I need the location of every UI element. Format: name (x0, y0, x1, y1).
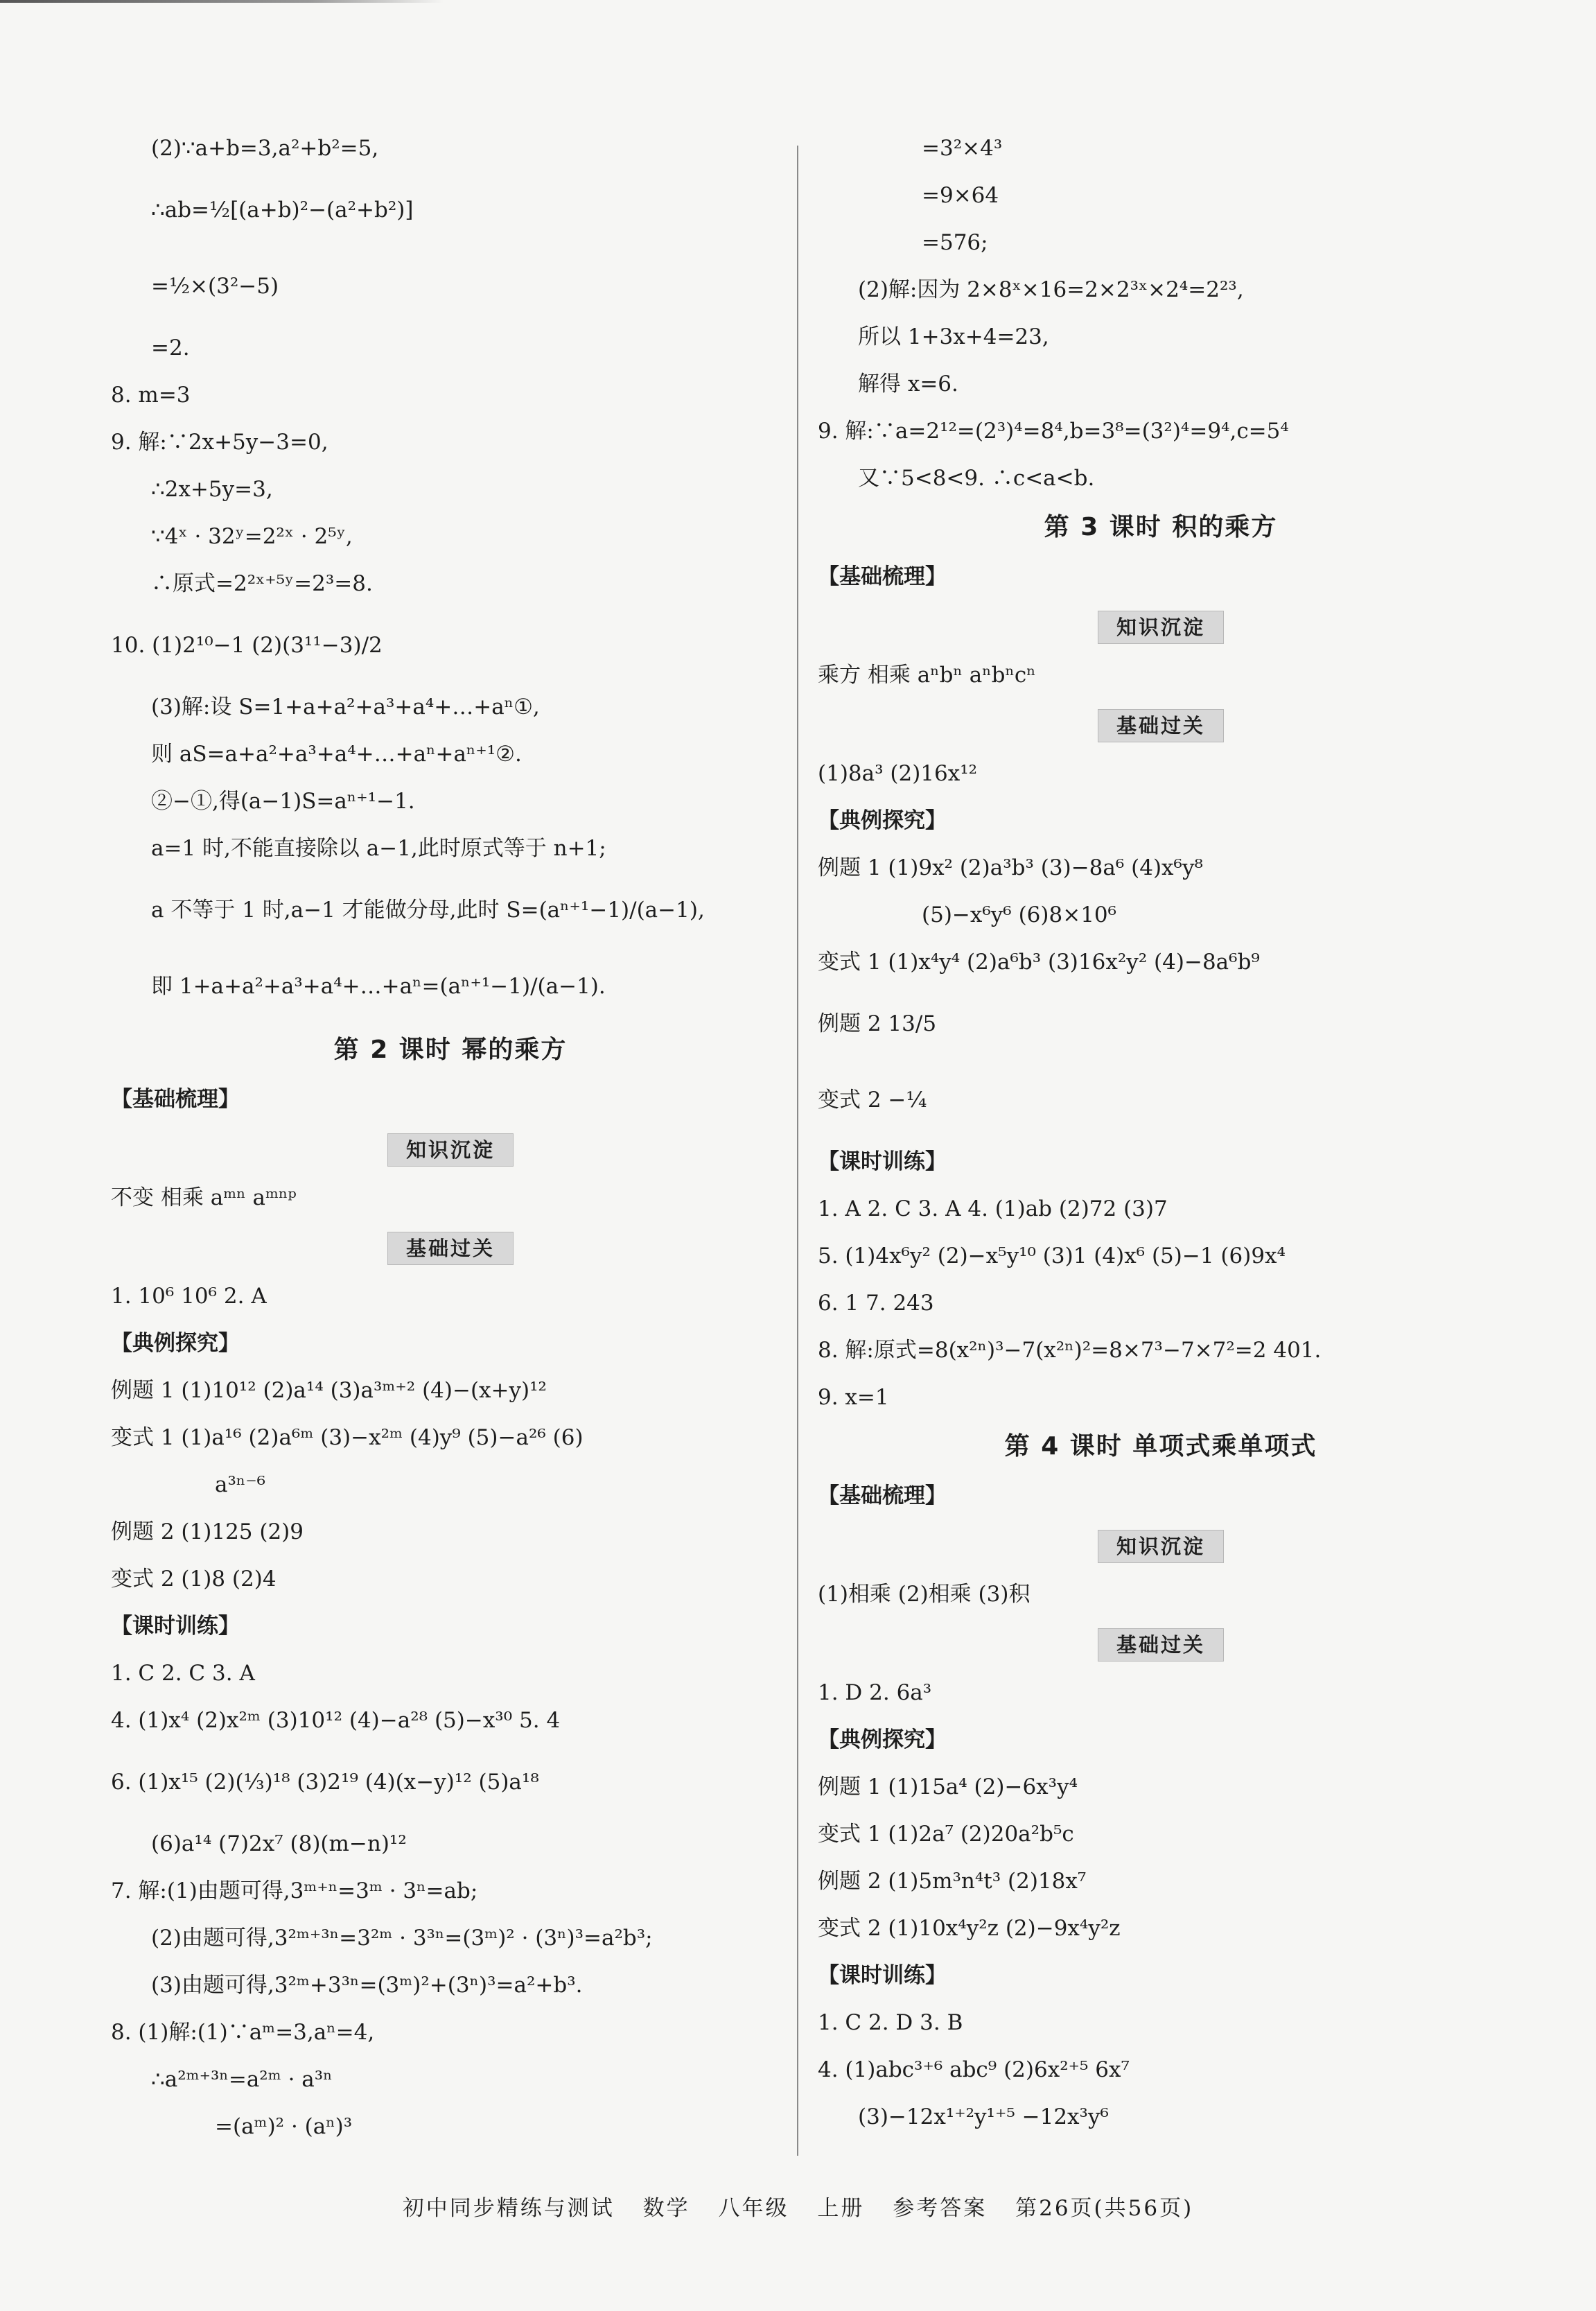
answer-line: (3)−12x¹⁺²y¹⁺⁵ −12x³y⁶ (858, 2104, 1109, 2129)
answer-line: (6)a¹⁴ (7)2x⁷ (8)(m−n)¹² (151, 1831, 407, 1856)
answer-line: (2)由题可得,3²ᵐ⁺³ⁿ=3²ᵐ · 3³ⁿ=(3ᵐ)² · (3ⁿ)³=a²b³; (151, 1926, 653, 1951)
subsection-badge: 基础过关 (387, 1232, 514, 1265)
subsection-badge-row (818, 600, 1504, 652)
right-column (818, 125, 1504, 2140)
answer-line: ∴a²ᵐ⁺³ⁿ=a²ᵐ · a³ⁿ (151, 2067, 333, 2092)
subsection-badge-row (111, 1123, 790, 1174)
subsection-badge: 基础过关 (1098, 1628, 1224, 1662)
answer-line: 7. 解:(1)由题可得,3ᵐ⁺ⁿ=3ᵐ · 3ⁿ=ab; (111, 1878, 478, 1903)
section-label: 【课时训练】 (818, 1963, 947, 1988)
answer-line: 变式 1 (1)x⁴y⁴ (2)a⁶b³ (3)16x²y² (4)−8a⁶b⁹ (818, 950, 1260, 975)
answer-line: 4. (1)x⁴ (2)x²ᵐ (3)10¹² (4)−a²⁸ (5)−x³⁰ 5. 4 (111, 1708, 561, 1733)
answer-line: 乘方 相乘 aⁿbⁿ aⁿbⁿcⁿ (818, 663, 1036, 688)
answer-line: 4. (1)abc³⁺⁶ abc⁹ (2)6x²⁺⁵ 6x⁷ (818, 2057, 1130, 2082)
answer-line: 5. (1)4x⁶y² (2)−x⁵y¹⁰ (3)1 (4)x⁶ (5)−1 (6)9x⁴ (818, 1244, 1286, 1268)
page-footer (0, 2190, 1596, 2222)
section-label: 【基础梳理】 (818, 1483, 947, 1508)
answer-line: 9. 解:∵a=2¹²=(2³)⁴=8⁴,b=3⁸=(3²)⁴=9⁴,c=5⁴ (818, 419, 1289, 444)
answer-line: (3)解:设 S=1+a+a²+a³+a⁴+…+aⁿ①, (151, 695, 540, 720)
answer-line: ∴2x+5y=3, (151, 477, 273, 502)
answer-line: 又∵5<8<9. ∴c<a<b. (858, 466, 1095, 491)
answer-line: 1. D 2. 6a³ (818, 1680, 932, 1705)
answer-line: 例题 2 (1)125 (2)9 (111, 1519, 304, 1544)
section-label: 【基础梳理】 (818, 564, 947, 589)
answer-line: 则 aS=a+a²+a³+a⁴+…+aⁿ+aⁿ⁺¹②. (151, 742, 522, 767)
answer-line: (1)相乘 (2)相乘 (3)积 (818, 1582, 1031, 1607)
subsection-badge: 知识沉淀 (1098, 611, 1224, 644)
answer-line: 变式 2 (1)10x⁴y²z (2)−9x⁴y²z (818, 1916, 1121, 1941)
lesson-heading: 第 4 课时 单项式乘单项式 (1004, 1432, 1317, 1460)
footer-page-number: 第26页(共56页) (1015, 2196, 1194, 2221)
answer-line: 1. A 2. C 3. A 4. (1)ab (2)72 (3)7 (818, 1196, 1168, 1221)
answer-line: 8. 解:原式=8(x²ⁿ)³−7(x²ⁿ)²=8×7³−7×7²=2 401. (818, 1338, 1322, 1363)
answer-line: (2)∵a+b=3,a²+b²=5, (151, 136, 379, 161)
answer-line: 变式 1 (1)a¹⁶ (2)a⁶ᵐ (3)−x²ᵐ (4)y⁹ (5)−a²⁶ (6) (111, 1425, 584, 1450)
answer-line: =3²×4³ (922, 136, 1003, 161)
answer-line: 8. m=3 (111, 383, 191, 408)
column-divider (797, 146, 798, 2156)
section-label: 【课时训练】 (111, 1614, 240, 1639)
subsection-badge-row (111, 1221, 790, 1273)
footer-book-title: 初中同步精练与测试 (402, 2196, 615, 2221)
answer-line: 1. C 2. D 3. B (818, 2010, 963, 2035)
answer-line: (5)−x⁶y⁶ (6)8×10⁶ (922, 902, 1117, 927)
section-label: 【典例探究】 (818, 808, 947, 833)
answer-line: a³ⁿ⁻⁶ (215, 1472, 266, 1497)
answer-line: ∴原式=2²ˣ⁺⁵ʸ=2³=8. (151, 571, 373, 596)
section-label: 【典例探究】 (818, 1727, 947, 1752)
answer-line: ∵4ˣ · 32ʸ=2²ˣ · 2⁵ʸ, (151, 524, 353, 549)
answer-line: a 不等于 1 时,a−1 才能做分母,此时 S=(aⁿ⁺¹−1)/(a−1), (151, 898, 705, 923)
answer-line: ∴ab=½[(a+b)²−(a²+b²)] (151, 198, 414, 223)
answer-line: 例题 2 (1)5m³n⁴t³ (2)18x⁷ (818, 1869, 1087, 1894)
answer-line: ②−①,得(a−1)S=aⁿ⁺¹−1. (151, 789, 415, 814)
answer-line: 例题 1 (1)15a⁴ (2)−6x³y⁴ (818, 1774, 1078, 1799)
answer-line: 9. 解:∵2x+5y−3=0, (111, 430, 328, 455)
subsection-badge-row (818, 699, 1504, 750)
lesson-heading: 第 3 课时 积的乘方 (1044, 513, 1278, 541)
subsection-badge: 基础过关 (1098, 709, 1224, 742)
answer-line: 6. 1 7. 243 (818, 1291, 934, 1316)
answer-line: 1. 10⁶ 10⁶ 2. A (111, 1284, 267, 1309)
answer-line: 6. (1)x¹⁵ (2)(⅓)¹⁸ (3)2¹⁹ (4)(x−y)¹² (5)a¹⁸ (111, 1770, 539, 1795)
subsection-badge: 知识沉淀 (1098, 1530, 1224, 1563)
answer-line: 例题 1 (1)10¹² (2)a¹⁴ (3)a³ᵐ⁺² (4)−(x+y)¹² (111, 1378, 547, 1403)
answer-line: 不变 相乘 aᵐⁿ aᵐⁿᵖ (111, 1185, 297, 1210)
section-label: 【课时训练】 (818, 1149, 947, 1174)
footer-grade: 八年级 (718, 2196, 789, 2221)
answer-line: =2. (151, 335, 190, 360)
answer-line: 变式 2 −¼ (818, 1088, 927, 1113)
answer-line: 变式 1 (1)2a⁷ (2)20a²b⁵c (818, 1822, 1074, 1847)
section-label: 【典例探究】 (111, 1331, 240, 1356)
footer-subject: 数学 (642, 2196, 690, 2221)
answer-line: (2)解:因为 2×8ˣ×16=2×2³ˣ×2⁴=2²³, (858, 277, 1244, 302)
answer-line: =9×64 (922, 183, 999, 208)
subsection-badge: 知识沉淀 (387, 1133, 514, 1167)
footer-volume: 上册 (817, 2196, 865, 2221)
answer-line: 所以 1+3x+4=23, (858, 324, 1049, 349)
answer-line: 变式 2 (1)8 (2)4 (111, 1567, 277, 1591)
subsection-badge-row (818, 1618, 1504, 1669)
answer-line: a=1 时,不能直接除以 a−1,此时原式等于 n+1; (151, 836, 606, 861)
answer-line: 即 1+a+a²+a³+a⁴+…+aⁿ=(aⁿ⁺¹−1)/(a−1). (151, 974, 606, 999)
answer-line: 9. x=1 (818, 1385, 889, 1410)
answer-line: =576; (922, 230, 988, 255)
answer-line: (1)8a³ (2)16x¹² (818, 761, 978, 786)
answer-line: 8. (1)解:(1)∵aᵐ=3,aⁿ=4, (111, 2020, 375, 2045)
footer-section: 参考答案 (893, 2196, 988, 2221)
answer-line: =½×(3²−5) (151, 274, 279, 299)
answer-line: (3)由题可得,3²ᵐ+3³ⁿ=(3ᵐ)²+(3ⁿ)³=a²+b³. (151, 1973, 583, 1998)
answer-line: 1. C 2. C 3. A (111, 1661, 255, 1686)
answer-line: 解得 x=6. (858, 372, 958, 396)
section-label: 【基础梳理】 (111, 1087, 240, 1112)
subsection-badge-row (818, 1519, 1504, 1571)
answer-line: 例题 2 13/5 (818, 1011, 937, 1036)
left-column (111, 125, 790, 2150)
answer-line: =(aᵐ)² · (aⁿ)³ (215, 2114, 353, 2139)
answer-line: 例题 1 (1)9x² (2)a³b³ (3)−8a⁶ (4)x⁶y⁸ (818, 855, 1203, 880)
lesson-heading: 第 2 课时 幂的乘方 (333, 1036, 568, 1064)
answer-line: 10. (1)2¹⁰−1 (2)(3¹¹−3)/2 (111, 633, 383, 658)
